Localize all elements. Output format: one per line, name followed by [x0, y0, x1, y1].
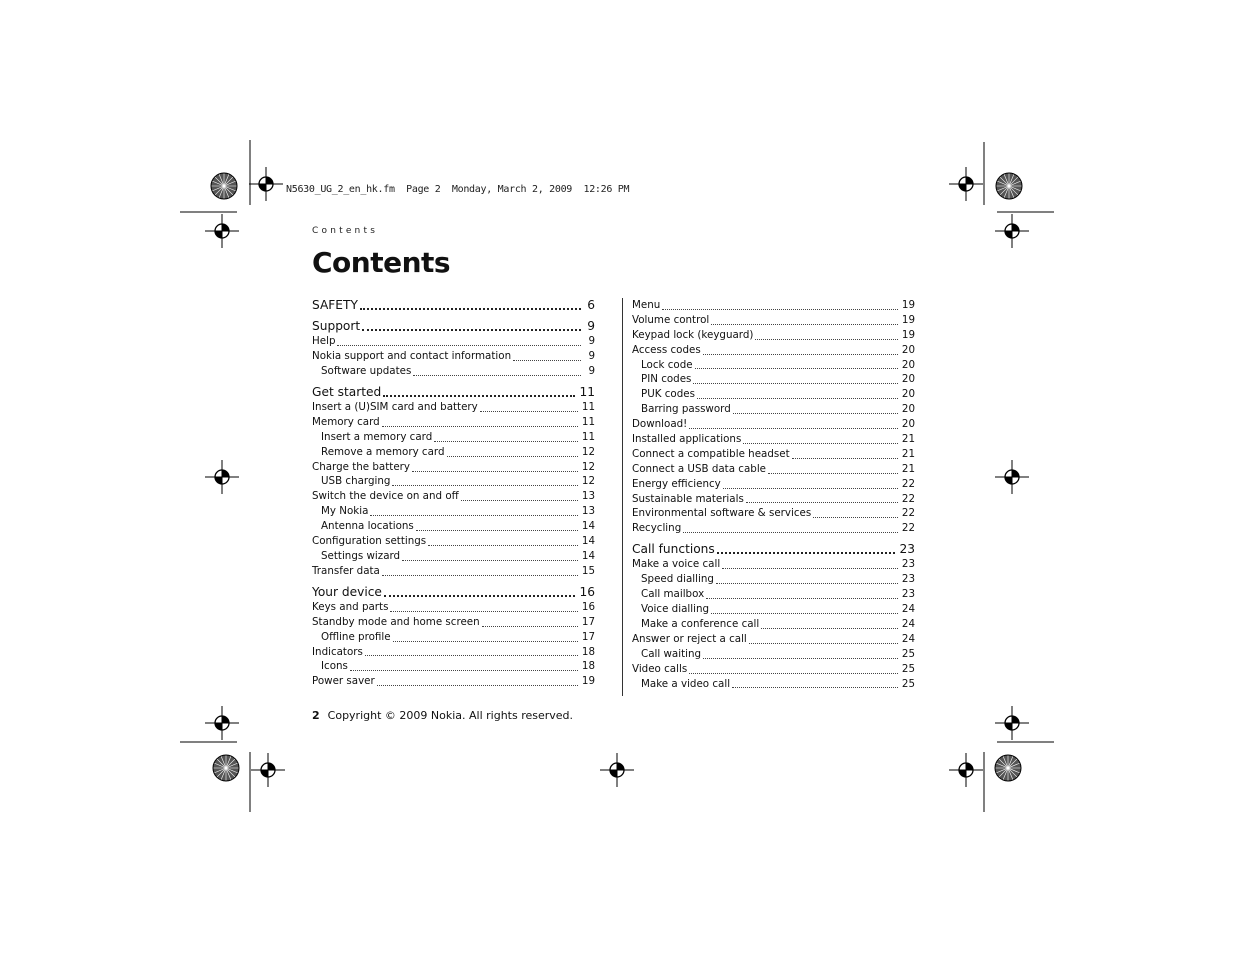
toc-entry-label: Barring password: [641, 403, 731, 416]
toc-entry-label: Call functions: [632, 542, 715, 557]
toc-entry[interactable]: [632, 492, 915, 507]
toc-entry-label: Power saver: [312, 675, 375, 688]
toc-entry-label: Settings wizard: [321, 549, 401, 562]
toc-entry[interactable]: [312, 615, 595, 630]
toc-leader-dots: [733, 412, 898, 414]
toc-leader-dots: [402, 559, 578, 561]
toc-entry-label: Download!: [632, 418, 688, 431]
toc-entry[interactable]: [312, 430, 595, 445]
toc-entry-label: SAFETY: [312, 298, 358, 312]
toc-leader-dots: [461, 499, 578, 501]
toc-entry-label: Connect a USB data cable: [632, 462, 767, 475]
toc-entry-label: Call mailbox: [641, 588, 705, 601]
toc-entry-page: 13: [581, 490, 595, 503]
toc-entry-label: Your device: [312, 584, 382, 599]
toc-entry-page: 18: [581, 645, 595, 658]
toc-entry-label: Recycling: [632, 522, 682, 535]
toc-leader-dots: [384, 594, 576, 597]
toc-leader-dots: [703, 353, 898, 355]
toc-leader-dots: [662, 308, 898, 310]
toc-entry-label: Keypad lock (keyguard): [632, 328, 754, 341]
toc-entry-label: Access codes: [632, 343, 701, 356]
toc-leader-dots: [697, 397, 898, 399]
toc-entry[interactable]: [632, 298, 915, 313]
toc-entry-label: Memory card: [312, 415, 380, 428]
toc-entry[interactable]: [312, 475, 595, 490]
toc-entry[interactable]: [632, 521, 915, 536]
toc-entry-page: 9: [587, 319, 595, 334]
toc-entry-page: 20: [901, 403, 915, 416]
toc-entry[interactable]: [632, 506, 915, 521]
toc-entry-page: 9: [588, 364, 595, 377]
toc-entry-page: 14: [581, 535, 595, 548]
toc-entry-label: Keys and parts: [312, 600, 389, 613]
toc-leader-dots: [813, 516, 898, 518]
toc-entry-page: 22: [901, 507, 915, 520]
toc-leader-dots: [695, 367, 898, 369]
toc-entry[interactable]: [632, 587, 915, 602]
toc-leader-dots: [711, 612, 898, 614]
toc-entry-label: Remove a memory card: [321, 445, 445, 458]
toc-section-entry[interactable]: [312, 585, 595, 600]
toc-leader-dots: [689, 672, 898, 674]
toc-entry-page: 20: [901, 373, 915, 386]
toc-entry-label: Energy efficiency: [632, 477, 721, 490]
toc-leader-dots: [723, 487, 898, 489]
toc-leader-dots: [755, 338, 897, 340]
toc-entry-page: 11: [581, 430, 595, 443]
toc-leader-dots: [683, 531, 898, 533]
toc-leader-dots: [434, 440, 578, 442]
toc-entry-label: Lock code: [641, 358, 693, 371]
toc-entry-page: 14: [581, 520, 595, 533]
toc-entry-label: My Nokia: [321, 505, 369, 518]
toc-leader-dots: [350, 669, 578, 671]
toc-entry-page: 20: [901, 388, 915, 401]
toc-entry-page: 24: [901, 632, 915, 645]
toc-entry-page: 19: [901, 313, 915, 326]
toc-section-entry[interactable]: [312, 298, 595, 313]
toc-entry[interactable]: [312, 564, 595, 579]
toc-entry-label: Environmental software & services: [632, 507, 812, 520]
toc-entry[interactable]: [632, 462, 915, 477]
toc-entry-label: Icons: [321, 660, 348, 673]
toc-leader-dots: [392, 484, 577, 486]
toc-entry-page: 24: [901, 603, 915, 616]
toc-section-entry[interactable]: [632, 542, 915, 557]
toc-leader-dots: [447, 455, 578, 457]
toc-leader-dots: [768, 472, 898, 474]
toc-entry-page: 24: [901, 617, 915, 630]
toc-entry-page: 16: [579, 584, 595, 599]
toc-entry[interactable]: [632, 662, 915, 677]
toc-entry[interactable]: [632, 343, 915, 358]
toc-entry-page: 25: [901, 662, 915, 675]
file-header: N5630_UG_2_en_hk.fm Page 2 Monday, March 2, 2009 12:26 PM: [286, 184, 630, 195]
toc-entry[interactable]: [632, 313, 915, 328]
toc-entry[interactable]: [312, 504, 595, 519]
toc-entry-page: 20: [901, 418, 915, 431]
toc-entry[interactable]: [312, 519, 595, 534]
toc-entry-label: Make a voice call: [632, 558, 721, 571]
toc-entry[interactable]: [632, 372, 915, 387]
toc-entry-page: 14: [581, 549, 595, 562]
toc-entry-page: 17: [581, 630, 595, 643]
toc-entry[interactable]: [312, 415, 595, 430]
toc-entry[interactable]: [312, 630, 595, 645]
toc-entry-page: 23: [899, 542, 915, 557]
toc-entry-page: 12: [581, 475, 595, 488]
toc-entry-label: Volume control: [632, 313, 710, 326]
toc-entry[interactable]: [312, 645, 595, 660]
toc-entry-label: Make a conference call: [641, 617, 760, 630]
toc-entry-page: 23: [901, 573, 915, 586]
toc-entry-label: Switch the device on and off: [312, 490, 459, 503]
toc-entry-page: 12: [581, 460, 595, 473]
toc-leader-dots: [413, 374, 581, 376]
toc-entry-page: 6: [587, 298, 595, 312]
toc-entry[interactable]: [312, 549, 595, 564]
toc-entry-label: Support: [312, 319, 361, 334]
toc-entry-page: 21: [901, 462, 915, 475]
toc-leader-dots: [382, 574, 578, 576]
toc-leader-dots: [743, 442, 898, 444]
toc-entry-label: Offline profile: [321, 630, 391, 643]
toc-entry-label: Insert a memory card: [321, 430, 433, 443]
toc-entry-page: 19: [901, 298, 915, 311]
toc-entry-page: 19: [581, 675, 595, 688]
toc-entry[interactable]: [632, 328, 915, 343]
toc-entry-label: Transfer data: [312, 564, 380, 577]
toc-entry[interactable]: [312, 534, 595, 549]
toc-leader-dots: [365, 654, 578, 656]
toc-entry-page: 23: [901, 588, 915, 601]
toc-entry-page: 15: [581, 564, 595, 577]
toc-entry-page: 17: [581, 615, 595, 628]
toc-entry[interactable]: [312, 600, 595, 615]
toc-entry-page: 20: [901, 343, 915, 356]
toc-entry[interactable]: [632, 632, 915, 647]
toc-entry-page: 11: [579, 385, 595, 400]
toc-entry-page: 22: [901, 522, 915, 535]
toc-entry-label: Answer or reject a call: [632, 632, 747, 645]
toc-entry[interactable]: [312, 659, 595, 674]
toc-entry-page: 13: [581, 505, 595, 518]
toc-entry-page: 25: [901, 677, 915, 690]
toc-entry[interactable]: [632, 617, 915, 632]
toc-entry[interactable]: [632, 647, 915, 662]
toc-entry-page: 19: [901, 328, 915, 341]
toc-entry[interactable]: [632, 432, 915, 447]
toc-entry-label: Configuration settings: [312, 535, 427, 548]
toc-entry-label: Make a video call: [641, 677, 731, 690]
toc-entry-label: Antenna locations: [321, 520, 414, 533]
toc-entry-page: 20: [901, 358, 915, 371]
toc-section-entry[interactable]: [312, 385, 595, 400]
toc-leader-dots: [689, 427, 898, 429]
toc-entry-label: USB charging: [321, 475, 391, 488]
toc-entry[interactable]: [632, 557, 915, 572]
toc-entry[interactable]: [312, 400, 595, 415]
toc-entry-label: Call waiting: [641, 647, 702, 660]
toc-entry-page: 18: [581, 660, 595, 673]
toc-leader-dots: [761, 627, 898, 629]
toc-entry-page: 9: [588, 350, 595, 363]
toc-leader-dots: [383, 394, 575, 397]
toc-entry-page: 11: [581, 401, 595, 414]
toc-entry[interactable]: [632, 358, 915, 373]
toc-entry-label: Insert a (U)SIM card and battery: [312, 401, 478, 414]
toc-entry-label: Speed dialling: [641, 573, 714, 586]
toc-entry-label: Connect a compatible headset: [632, 447, 790, 460]
toc-leader-dots: [393, 640, 578, 642]
toc-leader-dots: [362, 328, 581, 331]
toc-leader-dots: [792, 457, 898, 459]
toc-entry-label: Installed applications: [632, 433, 742, 445]
toc-leader-dots: [722, 567, 898, 569]
toc-section-entry[interactable]: [312, 319, 595, 334]
running-head: Contents: [312, 226, 379, 236]
toc-entry[interactable]: [632, 402, 915, 417]
toc-entry-label: Video calls: [632, 662, 688, 675]
toc-entry-page: 25: [901, 647, 915, 660]
toc-column-right: [632, 298, 915, 691]
toc-entry[interactable]: [312, 364, 595, 379]
toc-entry[interactable]: [312, 445, 595, 460]
toc-entry-label: Menu: [632, 298, 661, 311]
toc-leader-dots: [717, 551, 896, 554]
toc-entry-page: 23: [901, 558, 915, 571]
toc-leader-dots: [390, 610, 577, 612]
toc-entry-label: Sustainable materials: [632, 492, 744, 505]
toc-leader-dots: [360, 307, 581, 310]
copyright-notice: Copyright © 2009 Nokia. All rights reserved.: [327, 709, 574, 722]
toc-entry[interactable]: [632, 417, 915, 432]
toc-entry-label: Charge the battery: [312, 460, 410, 473]
toc-leader-dots: [412, 470, 578, 472]
column-divider: [622, 298, 623, 696]
page-number: 2: [312, 709, 320, 722]
toc-entry[interactable]: [632, 572, 915, 587]
toc-leader-dots: [428, 544, 578, 546]
toc-entry-page: 22: [901, 492, 915, 505]
toc-leader-dots: [416, 529, 578, 531]
toc-entry-label: Voice dialling: [641, 603, 710, 616]
page-footer: [312, 709, 573, 722]
toc-leader-dots: [337, 344, 581, 346]
toc-entry[interactable]: [312, 489, 595, 504]
toc-entry-label: Indicators: [312, 645, 363, 658]
toc-leader-dots: [706, 597, 898, 599]
toc-entry-page: 12: [581, 445, 595, 458]
toc-leader-dots: [693, 382, 897, 384]
toc-entry-label: PIN codes: [641, 373, 692, 386]
toc-entry-label: Software updates: [321, 364, 412, 377]
toc-leader-dots: [746, 501, 898, 503]
toc-entry-page: 16: [581, 600, 595, 613]
toc-entry[interactable]: [312, 334, 595, 349]
page-title: Contents: [312, 246, 451, 279]
toc-leader-dots: [703, 657, 898, 659]
toc-entry[interactable]: [312, 674, 595, 689]
toc-entry-page: 21: [901, 433, 915, 445]
toc-entry-page: 9: [588, 335, 595, 348]
toc-entry-label: PUK codes: [641, 388, 695, 401]
toc-entry-page: 21: [901, 447, 915, 460]
toc-entry-label: Get started: [312, 385, 382, 400]
toc-entry[interactable]: [312, 349, 595, 364]
toc-leader-dots: [382, 425, 578, 427]
toc-entry[interactable]: [312, 460, 595, 475]
toc-entry[interactable]: [632, 387, 915, 402]
toc-leader-dots: [482, 625, 578, 627]
toc-entry[interactable]: [632, 447, 915, 462]
toc-column-left: [312, 298, 595, 689]
toc-leader-dots: [513, 359, 581, 361]
toc-leader-dots: [370, 514, 578, 516]
toc-entry[interactable]: [632, 602, 915, 617]
toc-entry[interactable]: [632, 677, 915, 692]
toc-leader-dots: [749, 642, 898, 644]
toc-entry-label: Nokia support and contact information: [312, 350, 512, 363]
toc-leader-dots: [711, 323, 898, 325]
toc-leader-dots: [732, 686, 898, 688]
toc-entry[interactable]: [632, 477, 915, 492]
toc-entry-label: Help: [312, 335, 336, 348]
toc-entry-page: 11: [581, 415, 595, 428]
toc-entry-page: 22: [901, 477, 915, 490]
toc-leader-dots: [480, 410, 578, 412]
toc-entry-label: Standby mode and home screen: [312, 615, 480, 628]
toc-leader-dots: [377, 684, 578, 686]
toc-leader-dots: [716, 582, 898, 584]
